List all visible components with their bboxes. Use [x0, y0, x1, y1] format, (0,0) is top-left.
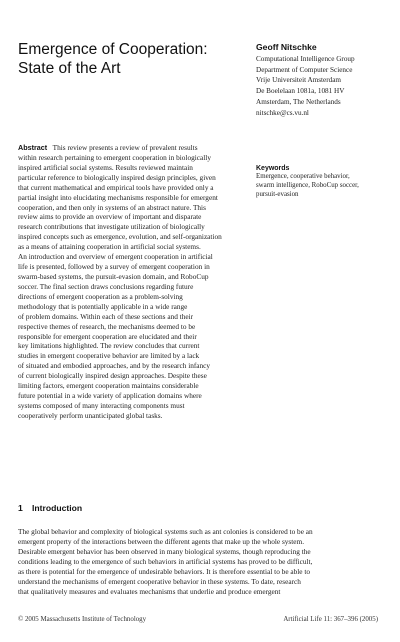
abstract-line: studies in emergent cooperative behavior are limited by a lack: [18, 351, 200, 361]
abstract-line: as a means of attaining cooperation in artificial social systems.: [18, 242, 201, 252]
abstract-line: soccer. The final section draws conclusions regarding future: [18, 281, 194, 291]
abstract-line: directions of emergent cooperation as a problem-solving: [18, 291, 183, 301]
abstract-line: of current biologically inspired design approaches. Despite these: [18, 371, 207, 381]
journal-citation: Artificial Life 11: 367–396 (2005): [283, 616, 378, 623]
abstract-line: that current mathematical and empirical tools have provided only a: [18, 182, 214, 192]
section-heading: [18, 503, 82, 513]
abstract-label: Abstract: [18, 143, 48, 152]
abstract-line: This review presents a review of prevalent results: [52, 143, 198, 152]
keywords-label: Keywords: [256, 165, 290, 172]
abstract-line: future potential in a wide variety of application domains where: [18, 391, 202, 401]
body-line: emergent property of the interactions between the different agents that make up the whole system.: [18, 536, 305, 546]
keywords-line: swarm intelligence, RoboCup soccer,: [256, 181, 359, 189]
abstract-line: life is presented, followed by a survey of emergent cooperation in: [18, 262, 210, 272]
abstract-line: of situated and embodied approaches, and by the research infancy: [18, 361, 211, 371]
title-line-1: Emergence of Cooperation:: [18, 41, 208, 58]
affiliation-line: Computational Intelligence Group: [256, 55, 355, 63]
title-line-2: State of the Art: [18, 60, 121, 77]
copyright-notice: © 2005 Massachusetts Institute of Technology: [18, 616, 147, 623]
paper-title: [18, 40, 238, 78]
introduction-body: [18, 527, 380, 597]
abstract: [18, 143, 250, 421]
abstract-line: research contributions that investigate utilization of biologically: [18, 222, 205, 232]
body-line: as there is potential for the emergence of undesirable behaviors. It is therefore essential to be able to: [18, 566, 311, 576]
body-line: Desirable emergent behavior has been observed in many biological systems, though reproducing the: [18, 546, 311, 556]
abstract-line: review aims to provide an overview of important and disparate: [18, 212, 202, 222]
abstract-line: swarm-based systems, the pursuit-evasion domain, and RoboCup: [18, 271, 209, 281]
section-number: 1: [18, 503, 23, 513]
abstract-line: inspired artificial social systems. Results reviewed maintain: [18, 162, 193, 172]
body-line: that qualitatively measures and evaluates mechanisms that underlie and produce emergent: [18, 586, 281, 596]
keywords-line: Emergence, cooperative behavior,: [256, 173, 350, 180]
body-line: conditions leading to the emergence of such behaviors in artificial systems has proved to be difficult,: [18, 556, 313, 566]
abstract-line: of problem domains. Within each of these sections and their: [18, 311, 194, 321]
author-block: [256, 41, 396, 118]
abstract-line: particular reference to biologically inspired design principles, given: [18, 172, 216, 182]
abstract-first-line: [18, 143, 250, 153]
body-line: The global behavior and complexity of biological systems such as ant colonies is considered to be an: [18, 527, 313, 536]
abstract-line: respective themes of research, the mechanisms deemed to be: [18, 321, 196, 331]
abstract-line: partial insight into elucidating mechanisms responsible for emergent: [18, 192, 218, 202]
abstract-line: An introduction and overview of emergent cooperation in artificial: [18, 252, 213, 262]
body-line: understand the mechanisms of emergent cooperative behavior in these systems. To date, research: [18, 576, 301, 586]
abstract-line: cooperation, and then only in systems of an abstract nature. This: [18, 202, 206, 212]
affiliation-line: Vrije Universiteit Amsterdam: [256, 76, 341, 85]
keywords-block: [256, 164, 396, 199]
affiliation-line: De Boelelaan 1081a, 1081 HV: [256, 87, 345, 96]
abstract-line: key limitations highlighted. The review concludes that current: [18, 341, 200, 351]
abstract-line: inspired concepts such as emergence, evolution, and self-organization: [18, 232, 222, 242]
abstract-line: cooperatively perform unanticipated global tasks.: [18, 410, 163, 420]
abstract-line: methodology that is potentially applicable in a wide range: [18, 301, 188, 311]
author-email[interactable]: nitschke@cs.vu.nl: [256, 108, 309, 117]
affiliation-line: Department of Computer Science: [256, 65, 353, 74]
affiliation-line: Amsterdam, The Netherlands: [256, 97, 341, 106]
abstract-line: systems composed of many interacting components must: [18, 400, 185, 410]
author-name: Geoff Nitschke: [256, 42, 317, 52]
keywords-line: pursuit-evasion: [256, 190, 299, 198]
abstract-line: limiting factors, emergent cooperation maintains considerable: [18, 381, 199, 391]
abstract-line: responsible for emergent cooperation are elucidated and their: [18, 331, 197, 341]
section-title: Introduction: [32, 503, 83, 513]
abstract-line: within research pertaining to emergent cooperation in biologically: [18, 152, 211, 162]
